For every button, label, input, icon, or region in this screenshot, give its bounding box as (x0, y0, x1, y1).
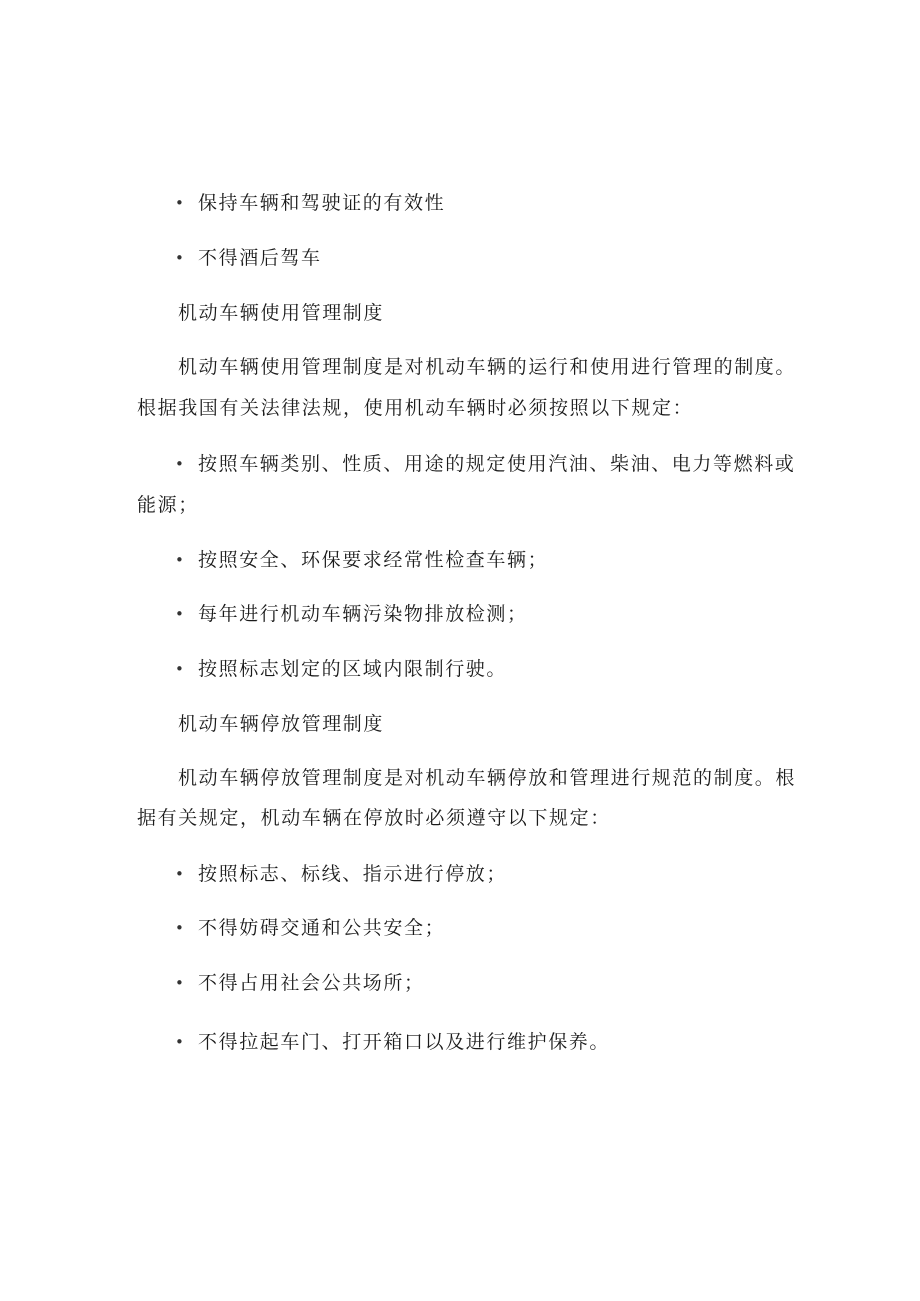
list-item: 不得酒后驾车 (198, 247, 322, 269)
list-item: 不得妨碍交通和公共安全； (198, 917, 446, 939)
bullet-icon: • (175, 660, 184, 678)
paragraph-line: 机动车辆使用管理制度是对机动车辆的运行和使用进行管理的制度。 (178, 356, 797, 378)
bullet-icon: • (175, 249, 184, 267)
list-item: 保持车辆和驾驶证的有效性 (198, 192, 446, 214)
bullet-icon: • (175, 455, 184, 473)
list-item: 不得拉起车门、打开箱口以及进行维护保养。 (198, 1031, 611, 1053)
section-heading: 机动车辆停放管理制度 (178, 713, 385, 735)
list-item: 每年进行机动车辆污染物排放检测； (198, 603, 528, 625)
bullet-icon: • (175, 1033, 184, 1051)
list-item: 按照标志划定的区域内限制行驶。 (198, 658, 508, 680)
bullet-icon: • (175, 974, 184, 992)
list-item: 按照安全、环保要求经常性检查车辆； (198, 549, 549, 571)
paragraph-line: 机动车辆停放管理制度是对机动车辆停放和管理进行规范的制度。根 (178, 767, 797, 789)
list-item: 按照车辆类别、性质、用途的规定使用汽油、柴油、电力等燃料或 (198, 453, 796, 475)
bullet-icon: • (175, 551, 184, 569)
paragraph-line: 根据我国有关法律法规，使用机动车辆时必须按照以下规定： (137, 397, 694, 419)
bullet-icon: • (175, 605, 184, 623)
list-item-continuation: 能源； (137, 494, 199, 516)
bullet-icon: • (175, 194, 184, 212)
list-item: 不得占用社会公共场所； (198, 972, 425, 994)
paragraph-line: 据有关规定，机动车辆在停放时必须遵守以下规定： (137, 807, 611, 829)
section-heading: 机动车辆使用管理制度 (178, 302, 385, 324)
bullet-icon: • (175, 919, 184, 937)
bullet-icon: • (175, 865, 184, 883)
list-item: 按照标志、标线、指示进行停放； (198, 863, 508, 885)
